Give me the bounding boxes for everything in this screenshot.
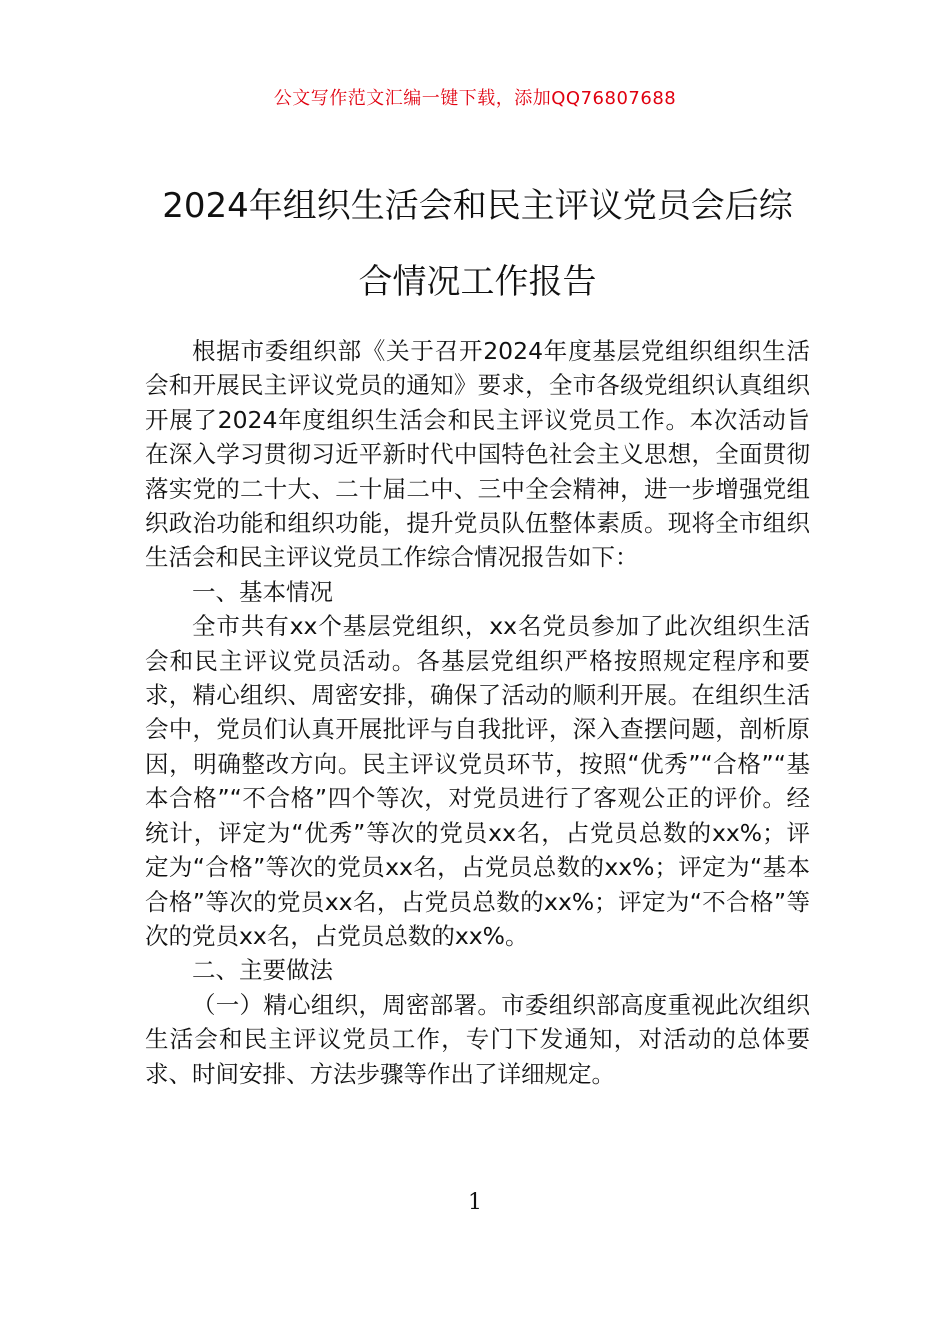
document-body — [145, 334, 810, 1091]
page-number: 1 — [468, 1190, 482, 1215]
section-heading-basic-situation: 一、基本情况 — [192, 577, 333, 606]
main-practices-paragraph-1: （一）精心组织，周密部署。市委组织部高度重视此次组织生活会和民主评议党员工作，专门下发通知，对活动的总体要求、时间安排、方法步骤等作出了详细规定。 — [145, 990, 810, 1088]
document-title — [145, 168, 810, 320]
title-line-1: 2024年组织生活会和民主评议党员会后综 — [162, 186, 793, 226]
title-line-2: 合情况工作报告 — [358, 262, 597, 302]
download-promo-note: 公文写作范文汇编一键下载，添加QQ76807688 — [273, 88, 677, 109]
section-heading-main-practices: 二、主要做法 — [192, 956, 333, 985]
basic-situation-paragraph: 全市共有xx个基层党组织，xx名党员参加了此次组织生活会和民主评议党员活动。各基层党组织严格按照规定程序和要求，精心组织、周密安排，确保了活动的顺利开展。在组织生活会中，党员们认真开展批评与自我批评，深入查摆问题，剖析原因，明确整改方向。民主评议党员环节，按照“优秀”“合格”“基本合格”“不合格”四个等次，对党员进行了客观公正的评价。经统计，评定为“优秀”等次的党员xx名，占党员总数的xx%；评定为“合格”等次的党员xx名，占党员总数的xx%；评定为“基本合格”等次的党员xx名，占党员总数的xx%；评定为“不合格”等次的党员xx名，占党员总数的xx%。 — [145, 612, 810, 950]
intro-paragraph: 根据市委组织部《关于召开2024年度基层党组织组织生活会和开展民主评议党员的通知》要求，全市各级党组织认真组织开展了2024年度组织生活会和民主评议党员工作。本次活动旨在深入学习贯彻习近平新时代中国特色社会主义思想，全面贯彻落实党的二十大、二十届二中、三中全会精神，进一步增强党组织政治功能和组织功能，提升党员队伍整体素质。现将全市组织生活会和民主评议党员工作综合情况报告如下： — [145, 337, 810, 572]
